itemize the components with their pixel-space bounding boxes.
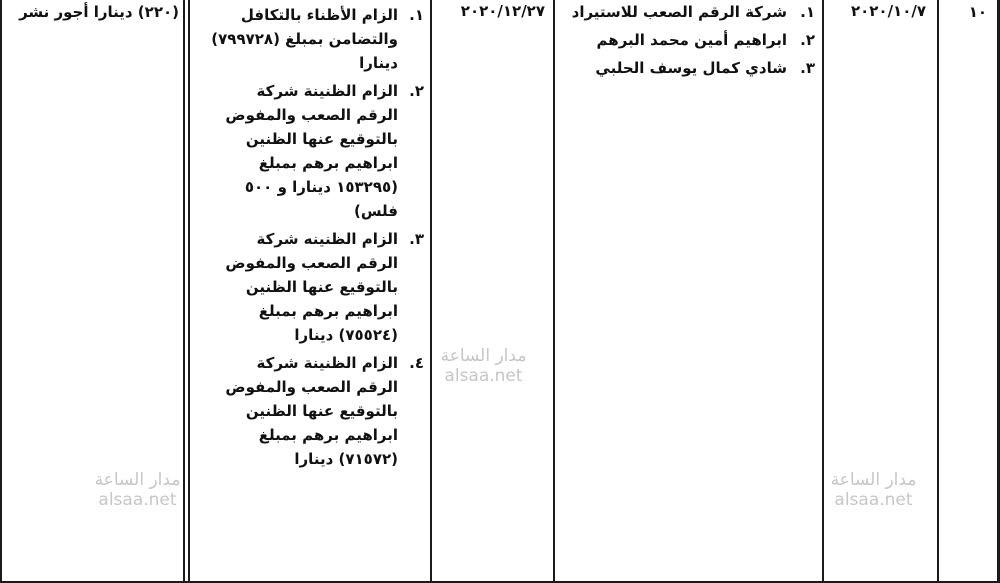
ruling-item	[196, 3, 424, 75]
column-divider	[188, 0, 190, 583]
ruling-number: ٢.	[409, 82, 424, 100]
parties-list	[560, 2, 815, 78]
column-divider	[937, 0, 939, 583]
watermark-arabic: مدار الساعة	[830, 470, 917, 490]
watermark-logo	[436, 346, 531, 386]
party-item	[560, 30, 815, 50]
filing-date: ٢٠٢٠/١٠/٧	[850, 2, 926, 20]
party-number: ١.	[800, 3, 815, 21]
column-divider	[553, 0, 555, 583]
party-number: ٢.	[800, 31, 815, 49]
watermark-domain: alsaa.net	[834, 490, 913, 510]
ruling-text: الزام الأظناء بالتكافل والتضامن بمبلغ (٧٩٩٧٢٨) دينارا	[211, 6, 398, 72]
ruling-text: الزام الظنينه شركة الرقم الصعب والمفوض بالتوقيع عنها الظنين ابراهيم برهم بمبلغ (٧٥٥٢٤) دينارا	[225, 230, 398, 344]
column-divider	[822, 0, 824, 583]
watermark-domain: alsaa.net	[98, 490, 177, 510]
party-name: ابراهيم أمين محمد البرهم	[596, 31, 787, 49]
watermark-arabic: مدار الساعة	[94, 470, 181, 490]
watermark-domain: alsaa.net	[444, 366, 523, 386]
ruling-item	[196, 227, 424, 347]
row-number: ١٠	[968, 3, 987, 21]
ruling-text: الزام الظنينة شركة الرقم الصعب والمفوض بالتوقيع عنها الظنين ابراهيم برهم بمبلغ (٧١٥٧٢) دينارا	[225, 354, 398, 468]
ruling-number: ٣.	[409, 230, 424, 248]
ruling-item	[196, 79, 424, 223]
rulings-list	[196, 3, 424, 475]
ruling-number: ٤.	[409, 354, 424, 372]
column-divider	[430, 0, 432, 583]
ruling-item	[196, 351, 424, 471]
party-item	[560, 58, 815, 78]
party-name: شادي كمال يوسف الحلبي	[595, 59, 787, 77]
publication-fee: (٢٢٠) دينارا أجور نشر	[19, 3, 179, 21]
party-name: شركة الرقم الصعب للاستيراد	[571, 3, 787, 21]
watermark-logo	[826, 470, 921, 510]
watermark-arabic: مدار الساعة	[440, 346, 527, 366]
judgment-date: ٢٠٢٠/١٢/٢٧	[460, 2, 545, 20]
party-item	[560, 2, 815, 22]
ruling-text: الزام الظنينة شركة الرقم الصعب والمفوض بالتوقيع عنها الظنين ابراهيم برهم بمبلغ (١٥٣٢٩٥ دينارا و ٥٠٠ فلس)	[225, 82, 398, 220]
party-number: ٣.	[800, 59, 815, 77]
ruling-number: ١.	[409, 6, 424, 24]
table-border-left	[0, 0, 2, 583]
watermark-logo	[90, 470, 185, 510]
